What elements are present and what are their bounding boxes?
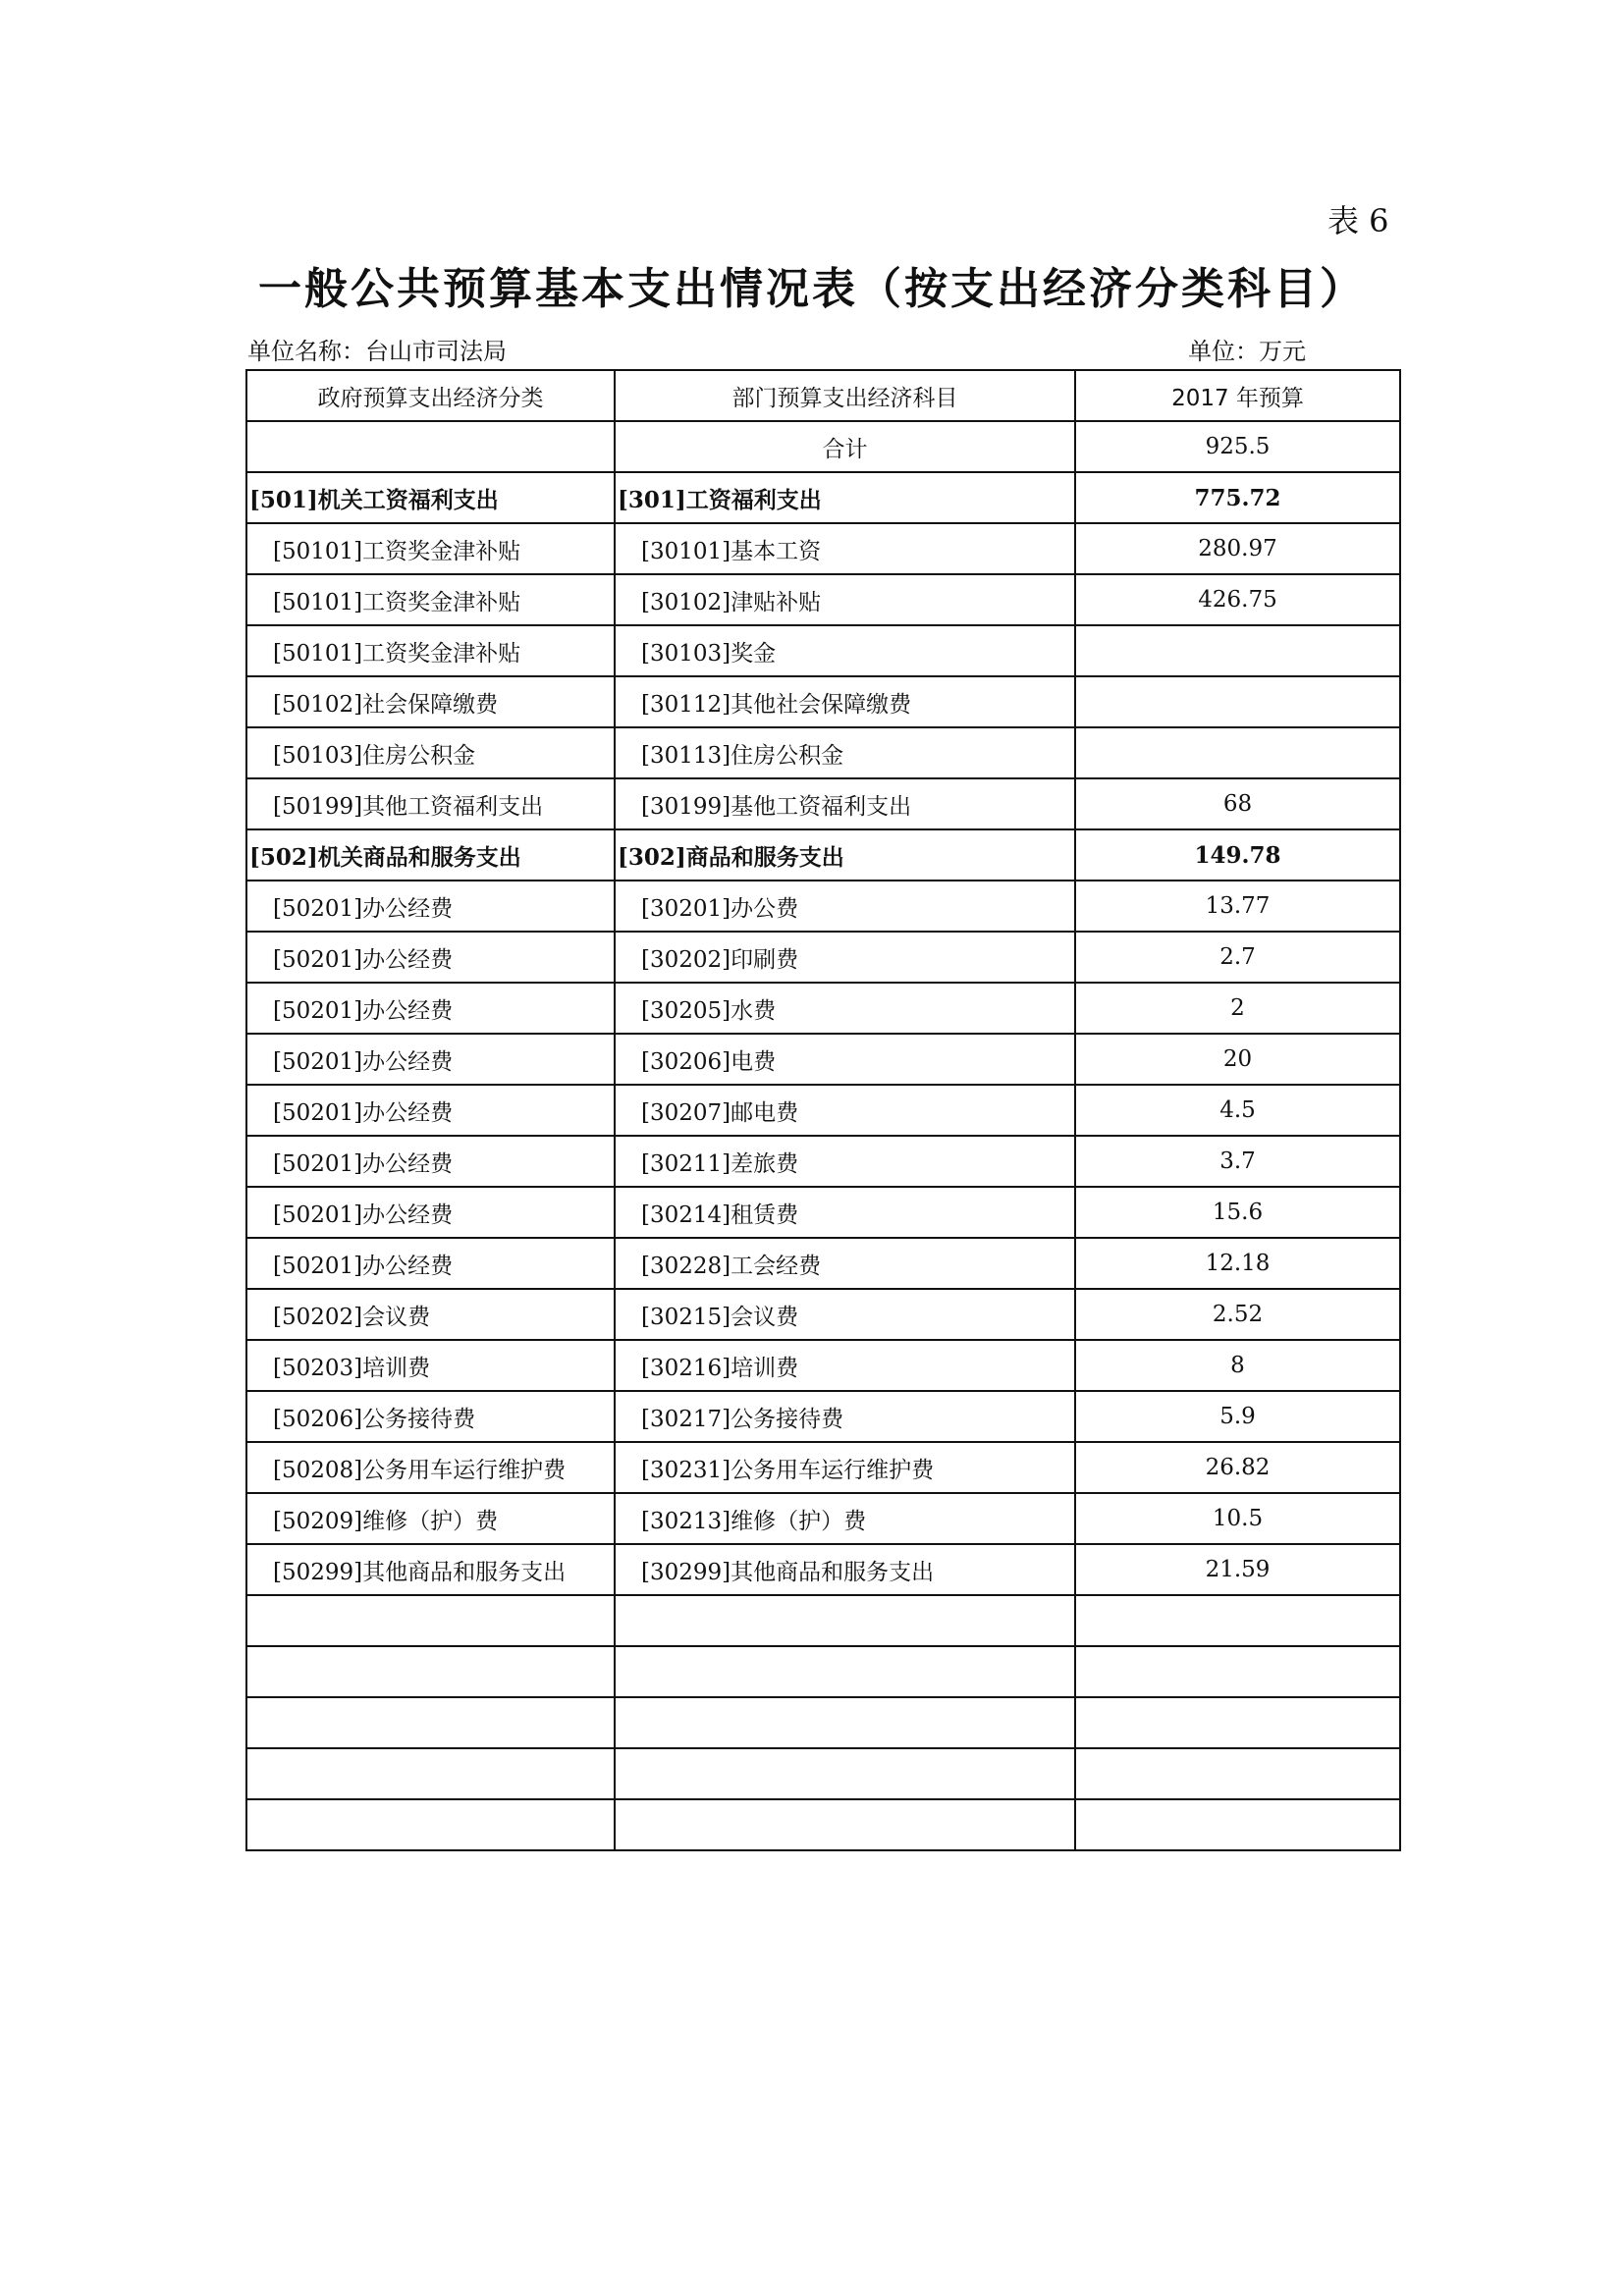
unit-name: 单位名称：台山市司法局 [247,338,507,365]
budget-value-cell: 21.59 [1075,1544,1400,1595]
budget-value-cell: 26.82 [1075,1442,1400,1493]
table-row [246,574,1400,625]
total-empty-cell [246,421,615,472]
budget-value-cell: 68 [1075,778,1400,829]
dept-subject-cell: [30214]租赁费 [615,1187,1075,1238]
budget-value-cell: 280.97 [1075,523,1400,574]
gov-category-cell: [501]机关工资福利支出 [246,472,615,523]
budget-value-cell: 4.5 [1075,1085,1400,1136]
dept-subject-cell: [30102]津贴补贴 [615,574,1075,625]
dept-subject-cell: [30199]基他工资福利支出 [615,778,1075,829]
budget-value-cell: 775.72 [1075,472,1400,523]
gov-category-cell: [50101]工资奖金津补贴 [246,625,615,676]
budget-value-cell: 2.7 [1075,932,1400,983]
table-row [246,778,1400,829]
gov-category-cell [246,1595,615,1646]
gov-category-cell: [50102]社会保障缴费 [246,676,615,727]
budget-value-cell [1075,625,1400,676]
dept-subject-cell [615,1799,1075,1850]
gov-category-cell: [50203]培训费 [246,1340,615,1391]
dept-subject-cell: [30113]住房公积金 [615,727,1075,778]
dept-subject-cell [615,1646,1075,1697]
gov-category-cell: [50201]办公经费 [246,1187,615,1238]
table-row [246,1136,1400,1187]
budget-value-cell: 8 [1075,1340,1400,1391]
table-row [246,932,1400,983]
budget-value-cell [1075,727,1400,778]
dept-subject-cell: [30201]办公费 [615,881,1075,932]
budget-value-cell [1075,1799,1400,1850]
budget-value-cell: 5.9 [1075,1391,1400,1442]
table-row [246,1544,1400,1595]
table-row [246,1238,1400,1289]
budget-value-cell [1075,1595,1400,1646]
table-row [246,523,1400,574]
unit-label: 单位：万元 [1188,338,1306,365]
budget-value-cell [1075,1748,1400,1799]
dept-subject-cell: [30103]奖金 [615,625,1075,676]
header-budget-2017: 2017 年预算 [1075,370,1400,421]
gov-category-cell: [50201]办公经费 [246,932,615,983]
table-row [246,1442,1400,1493]
dept-subject-cell: [30211]差旅费 [615,1136,1075,1187]
total-label: 合计 [615,421,1075,472]
budget-value-cell: 2 [1075,983,1400,1034]
gov-category-cell: [50201]办公经费 [246,1238,615,1289]
dept-subject-cell: [30101]基本工资 [615,523,1075,574]
table-row [246,983,1400,1034]
table-row [246,625,1400,676]
gov-category-cell: [50101]工资奖金津补贴 [246,523,615,574]
gov-category-cell: [50201]办公经费 [246,1085,615,1136]
budget-value-cell: 426.75 [1075,574,1400,625]
table-row [246,1493,1400,1544]
budget-table [245,369,1401,1851]
budget-value-cell [1075,1697,1400,1748]
dept-subject-cell: [30299]其他商品和服务支出 [615,1544,1075,1595]
table-row [246,1085,1400,1136]
budget-value-cell: 2.52 [1075,1289,1400,1340]
dept-subject-cell: [30206]电费 [615,1034,1075,1085]
table-row [246,727,1400,778]
dept-subject-cell: [301]工资福利支出 [615,472,1075,523]
dept-subject-cell: [30112]其他社会保障缴费 [615,676,1075,727]
page-title: 一般公共预算基本支出情况表（按支出经济分类科目） [258,264,1366,314]
dept-subject-cell [615,1697,1075,1748]
table-row [246,1646,1400,1697]
total-row [246,421,1400,472]
table-row [246,1697,1400,1748]
gov-category-cell: [50201]办公经费 [246,1034,615,1085]
budget-value-cell: 10.5 [1075,1493,1400,1544]
dept-subject-cell: [30205]水费 [615,983,1075,1034]
table-row [246,881,1400,932]
table-row [246,1340,1400,1391]
gov-category-cell [246,1646,615,1697]
table-row [246,1748,1400,1799]
table-row [246,1289,1400,1340]
gov-category-cell: [50103]住房公积金 [246,727,615,778]
table-row [246,1391,1400,1442]
gov-category-cell: [50199]其他工资福利支出 [246,778,615,829]
budget-value-cell: 12.18 [1075,1238,1400,1289]
table-row [246,1799,1400,1850]
dept-subject-cell: [30217]公务接待费 [615,1391,1075,1442]
gov-category-cell: [50202]会议费 [246,1289,615,1340]
gov-category-cell: [50201]办公经费 [246,983,615,1034]
dept-subject-cell: [30228]工会经费 [615,1238,1075,1289]
gov-category-cell: [50206]公务接待费 [246,1391,615,1442]
table-row [246,1034,1400,1085]
table-group-row [246,829,1400,881]
dept-subject-cell: [30231]公务用车运行维护费 [615,1442,1075,1493]
gov-category-cell: [50299]其他商品和服务支出 [246,1544,615,1595]
dept-subject-cell: [302]商品和服务支出 [615,829,1075,881]
gov-category-cell: [50201]办公经费 [246,881,615,932]
table-row [246,676,1400,727]
budget-value-cell: 3.7 [1075,1136,1400,1187]
gov-category-cell: [502]机关商品和服务支出 [246,829,615,881]
dept-subject-cell: [30207]邮电费 [615,1085,1075,1136]
table-number: 表 6 [1327,202,1389,240]
dept-subject-cell [615,1748,1075,1799]
header-dept-subject: 部门预算支出经济科目 [615,370,1075,421]
budget-value-cell: 13.77 [1075,881,1400,932]
budget-value-cell: 15.6 [1075,1187,1400,1238]
gov-category-cell: [50201]办公经费 [246,1136,615,1187]
header-row [246,370,1400,421]
dept-subject-cell: [30216]培训费 [615,1340,1075,1391]
gov-category-cell: [50101]工资奖金津补贴 [246,574,615,625]
table-row [246,1595,1400,1646]
total-value: 925.5 [1075,421,1400,472]
budget-value-cell [1075,676,1400,727]
dept-subject-cell: [30202]印刷费 [615,932,1075,983]
gov-category-cell [246,1697,615,1748]
dept-subject-cell: [30213]维修（护）费 [615,1493,1075,1544]
gov-category-cell [246,1799,615,1850]
dept-subject-cell [615,1595,1075,1646]
gov-category-cell [246,1748,615,1799]
header-gov-category: 政府预算支出经济分类 [246,370,615,421]
budget-value-cell: 149.78 [1075,829,1400,881]
gov-category-cell: [50208]公务用车运行维护费 [246,1442,615,1493]
budget-value-cell: 20 [1075,1034,1400,1085]
budget-value-cell [1075,1646,1400,1697]
table-row [246,1187,1400,1238]
gov-category-cell: [50209]维修（护）费 [246,1493,615,1544]
table-group-row [246,472,1400,523]
dept-subject-cell: [30215]会议费 [615,1289,1075,1340]
